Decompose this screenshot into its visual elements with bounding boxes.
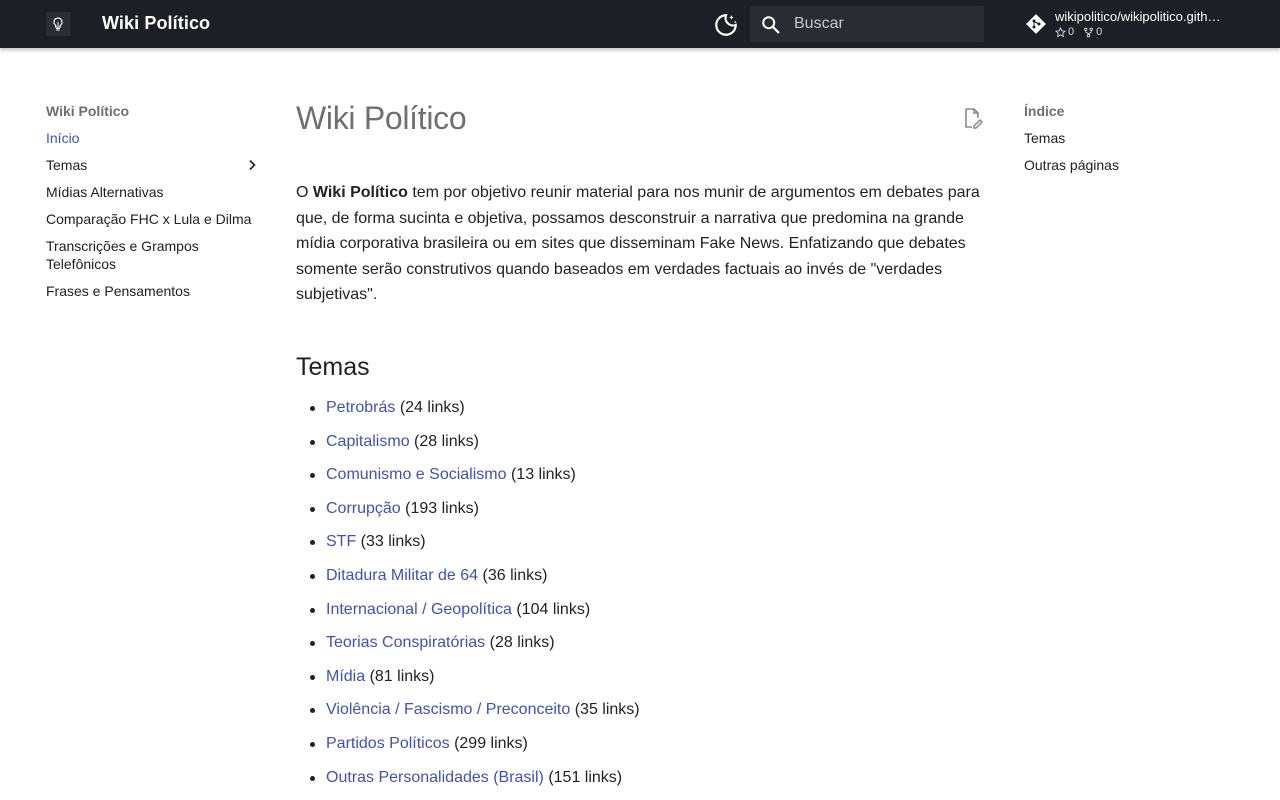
link-count: (36 links) — [482, 566, 548, 584]
star-count — [1055, 26, 1074, 38]
intro-prefix: O — [296, 184, 313, 201]
link-count: (81 links) — [369, 667, 435, 685]
search-input[interactable] — [794, 6, 980, 42]
topic-link[interactable]: Mídia — [326, 667, 366, 685]
site-title[interactable]: Wiki Político — [102, 13, 211, 33]
sidebar-item-frases[interactable]: Frases e Pensamentos — [46, 283, 190, 299]
topic-link[interactable]: Capitalismo — [326, 432, 410, 450]
sidebar-item-label: Temas — [46, 157, 88, 173]
link-count: (28 links) — [489, 634, 555, 652]
list-item — [296, 531, 986, 553]
intro-bold: Wiki Político — [312, 184, 408, 201]
dark-mode-icon[interactable] — [713, 12, 739, 38]
main-content — [296, 96, 986, 800]
list-item — [296, 397, 986, 419]
list-item — [296, 666, 986, 688]
link-count: (33 links) — [360, 533, 426, 551]
topic-link[interactable]: Outras Personalidades (Brasil) — [326, 768, 544, 786]
table-of-contents — [1024, 102, 1244, 183]
sidebar-item-midias-alternativas[interactable]: Mídias Alternativas — [46, 184, 164, 200]
link-count: (13 links) — [510, 466, 576, 484]
toc-item-outras-paginas[interactable]: Outras páginas — [1024, 157, 1119, 173]
toc-heading: Índice — [1024, 103, 1065, 119]
repository-link[interactable] — [1024, 8, 1254, 42]
star-icon — [1055, 27, 1066, 38]
page-title: Wiki Político — [296, 100, 467, 136]
topic-list — [296, 397, 986, 789]
sidebar-item-temas[interactable] — [46, 156, 260, 174]
list-item — [296, 767, 986, 789]
lightbulb-icon[interactable] — [46, 12, 70, 36]
topic-link[interactable]: Petrobrás — [326, 398, 396, 416]
link-count: (28 links) — [414, 432, 479, 450]
search-box[interactable] — [750, 6, 984, 42]
search-icon — [760, 14, 782, 36]
sidebar-item-transcricoes[interactable]: Transcrições e Grampos Telefônicos — [46, 238, 199, 272]
intro-text: tem por objetivo reunir material para nos munir de argumentos em debates para que, de forma sucinta e objetiva, possamos desconstruir a narrativa que predomina na grande mídia corporativa brasileira ou em sites que disseminam Fake News. Enfatizando que debates somente serão construtivos quando baseados em verdades factuais ao invés de "verdades subjetivas". — [296, 184, 980, 304]
link-count: (193 links) — [405, 499, 479, 517]
list-item — [296, 565, 986, 587]
list-item — [296, 733, 986, 755]
link-count: (151 links) — [548, 768, 623, 786]
nav-heading: Wiki Político — [46, 103, 130, 119]
sidebar-item-comparacao[interactable]: Comparação FHC x Lula e Dilma — [46, 211, 252, 227]
list-item — [296, 498, 986, 520]
list-item — [296, 632, 986, 654]
list-item — [296, 699, 986, 721]
link-count: (35 links) — [574, 701, 640, 719]
link-count: (104 links) — [516, 600, 591, 618]
topic-link[interactable]: STF — [326, 533, 357, 551]
sidebar-item-inicio[interactable]: Início — [46, 130, 80, 146]
edit-page-icon[interactable] — [960, 106, 984, 130]
list-item — [296, 431, 986, 453]
toc-item-temas[interactable]: Temas — [1024, 130, 1066, 146]
top-header — [0, 0, 1280, 48]
stars-value: 0 — [1068, 26, 1075, 38]
chevron-right-icon[interactable] — [244, 157, 260, 173]
intro-paragraph — [296, 180, 986, 308]
topic-link[interactable]: Comunismo e Socialismo — [326, 466, 507, 484]
topic-link[interactable]: Ditadura Militar de 64 — [326, 566, 479, 584]
git-icon — [1024, 12, 1048, 36]
topic-link[interactable]: Corrupção — [326, 499, 401, 517]
topic-link[interactable]: Internacional / Geopolítica — [326, 600, 512, 618]
list-item — [296, 464, 986, 486]
forks-value: 0 — [1096, 26, 1103, 38]
fork-icon — [1083, 27, 1094, 38]
link-count: (24 links) — [399, 398, 465, 416]
topic-link[interactable]: Partidos Políticos — [326, 734, 450, 752]
list-item — [296, 599, 986, 621]
fork-count — [1083, 26, 1102, 38]
section-title-temas: Temas — [296, 352, 370, 381]
repository-stats — [1055, 26, 1102, 38]
link-count: (299 links) — [454, 734, 528, 752]
primary-navigation — [46, 102, 260, 309]
topic-link[interactable]: Teorias Conspiratórias — [326, 634, 486, 652]
repository-name: wikipolitico/wikipolitico.gith… — [1055, 9, 1221, 24]
topic-link[interactable]: Violência / Fascismo / Preconceito — [326, 701, 571, 719]
